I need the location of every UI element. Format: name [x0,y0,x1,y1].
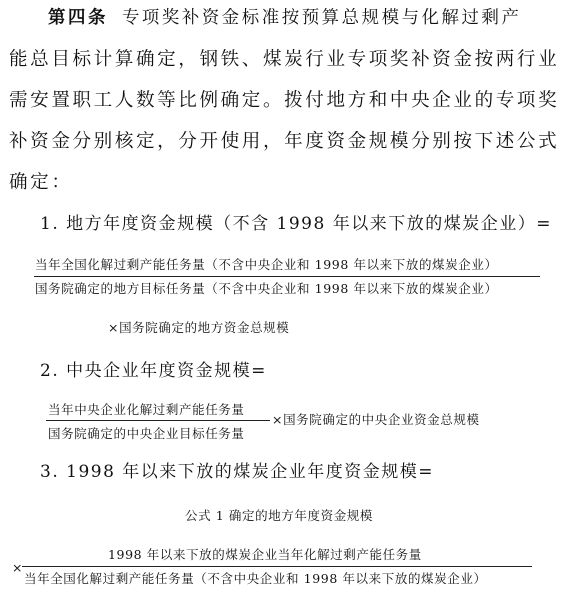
paragraph-line-3: 需安置职工人数等比例确定。拨付地方和中央企业的专项奖 [9,90,560,111]
formula-2-denominator: 国务院确定的中央企业目标任务量 [48,426,245,441]
article-number: 第四条 [48,8,108,28]
formula-3-base: 公式 1 确定的地方年度资金规模 [185,508,374,523]
formula-1-denominator: 国务院确定的地方目标任务量（不含中央企业和 1998 年以来下放的煤炭企业） [35,281,498,296]
paragraph-line-1 [0,6,567,30]
formula-1-heading: 1. 地方年度资金规模（不含 1998 年以来下放的煤炭企业）= [40,214,552,234]
formula-2-numerator: 当年中央企业化解过剩产能任务量 [48,402,245,417]
formula-3-numerator: 1998 年以来下放的煤炭企业当年化解过剩产能任务量 [108,547,422,562]
formula-3-fraction-bar [22,566,532,567]
formula-3-times-sign: × [12,560,24,575]
paragraph-text-1: 专项奖补资金标准按预算总规模与化解过剩产 [121,8,522,28]
paragraph-line-5: 确定： [9,172,73,193]
formula-3-heading: 3. 1998 年以来下放的煤炭企业年度资金规模= [40,462,435,482]
formula-1-numerator: 当年全国化解过剩产能任务量（不含中央企业和 1998 年以来下放的煤炭企业） [35,257,498,272]
paragraph-line-4: 补资金分别核定，分开使用，年度资金规模分别按下述公式 [9,131,560,152]
formula-1-multiplier: ×国务院确定的地方资金总规模 [108,320,290,335]
formula-2-heading: 2. 中央企业年度资金规模= [40,361,267,381]
paragraph-line-2: 能总目标计算确定，钢铁、煤炭行业专项奖补资金按两行业 [9,49,560,70]
formula-3-denominator: 当年全国化解过剩产能任务量（不含中央企业和 1998 年以来下放的煤炭企业） [24,571,487,586]
formula-2-multiplier: ×国务院确定的中央企业资金总规模 [272,412,480,427]
formula-1-fraction-bar [34,276,540,277]
formula-2-fraction-bar [46,420,270,421]
